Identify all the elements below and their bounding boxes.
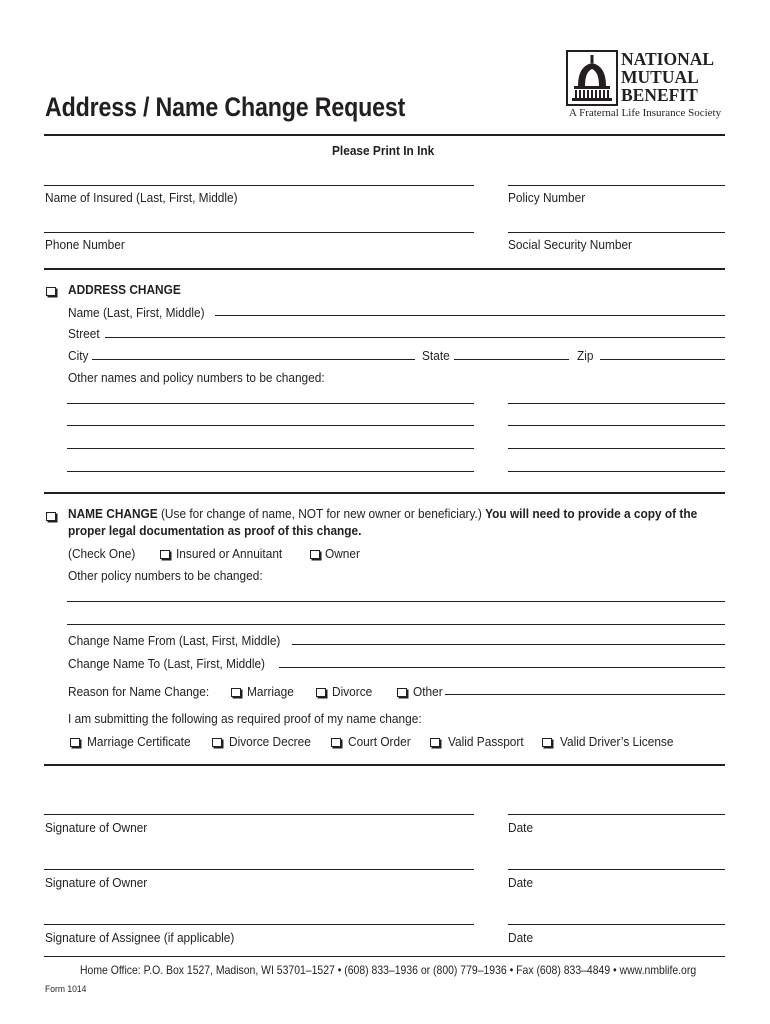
state-field[interactable]: [454, 359, 569, 360]
name-change-heading: NAME CHANGE: [68, 506, 158, 521]
zip-field[interactable]: [600, 359, 725, 360]
other-names-line[interactable]: [67, 448, 474, 449]
owner-signature-field[interactable]: [44, 814, 474, 815]
assignee-signature-label: Signature of Assignee (if applicable): [45, 930, 235, 945]
proof-divorce-label: Divorce Decree: [229, 734, 311, 749]
other-policy-line[interactable]: [508, 471, 725, 472]
proof-passport-checkbox[interactable]: [430, 738, 440, 747]
policy-number-label: Policy Number: [508, 190, 586, 205]
owner-signature-label-2: Signature of Owner: [45, 875, 148, 890]
reason-marriage-label: Marriage: [247, 684, 294, 699]
change-to-label: Change Name To (Last, First, Middle): [68, 656, 266, 671]
street-field[interactable]: [105, 337, 725, 338]
owner-signature-label: Signature of Owner: [45, 820, 148, 835]
form-number: Form 1014: [45, 984, 87, 995]
insured-name-field[interactable]: [44, 185, 474, 186]
reason-other-label: Other: [413, 684, 443, 699]
other-names-line[interactable]: [67, 471, 474, 472]
proof-label: I am submitting the following as required proof of my name change:: [68, 711, 422, 726]
name-change-checkbox[interactable]: [46, 512, 56, 521]
other-policy-line[interactable]: [508, 448, 725, 449]
owner-signature-field-2[interactable]: [44, 869, 474, 870]
insured-annuitant-label: Insured or Annuitant: [176, 546, 283, 561]
date-label: Date: [508, 820, 534, 835]
owner-checkbox[interactable]: [310, 550, 320, 559]
date-field-2[interactable]: [508, 869, 725, 870]
insured-name-label: Name of Insured (Last, First, Middle): [45, 190, 238, 205]
phone-number-field[interactable]: [44, 232, 474, 233]
reason-label: Reason for Name Change:: [68, 684, 210, 699]
address-name-field[interactable]: [215, 315, 725, 316]
change-to-field[interactable]: [279, 667, 725, 668]
check-one-label: (Check One): [68, 546, 136, 561]
print-instructions: Please Print In Ink: [332, 143, 435, 158]
proof-divorce-checkbox[interactable]: [212, 738, 222, 747]
proof-license-label: Valid Driver’s License: [560, 734, 674, 749]
proof-marriage-label: Marriage Certificate: [87, 734, 191, 749]
address-name-label: Name (Last, First, Middle): [68, 305, 205, 320]
date-field[interactable]: [508, 814, 725, 815]
other-policy-label: Other policy numbers to be changed:: [68, 568, 263, 583]
footer-rule: [44, 956, 725, 957]
other-names-line[interactable]: [67, 403, 474, 404]
street-label: Street: [68, 326, 100, 341]
name-change-warning-cont: proper legal documentation as proof of this change.: [68, 523, 362, 538]
ssn-label: Social Security Number: [508, 237, 633, 252]
proof-court-checkbox[interactable]: [331, 738, 341, 747]
home-office-address: Home Office: P.O. Box 1527, Madison, WI 53701–1527 • (608) 833–1936 or (800) 779–1936 • Fax (608) 833–4849 • www.nmblife.org: [80, 964, 697, 977]
other-names-label: Other names and policy numbers to be changed:: [68, 370, 325, 385]
insured-annuitant-checkbox[interactable]: [160, 550, 170, 559]
logo-text-national: NATIONAL: [621, 49, 715, 69]
name-change-note: (Use for change of name, NOT for new owner or beneficiary.): [160, 506, 482, 521]
city-label: City: [68, 348, 89, 363]
change-from-label: Change Name From (Last, First, Middle): [68, 633, 281, 648]
reason-divorce-checkbox[interactable]: [316, 688, 326, 697]
capitol-dome-icon: [566, 50, 618, 106]
section-divider: [44, 492, 725, 494]
owner-label: Owner: [325, 546, 360, 561]
proof-court-label: Court Order: [348, 734, 411, 749]
logo-text-mutual: MUTUAL: [621, 67, 699, 87]
address-change-checkbox[interactable]: [46, 287, 56, 296]
section-divider: [44, 764, 725, 766]
other-policy-numbers-line[interactable]: [67, 624, 725, 625]
reason-divorce-label: Divorce: [332, 684, 373, 699]
policy-number-field[interactable]: [508, 185, 725, 186]
date-label-3: Date: [508, 930, 534, 945]
address-change-heading: ADDRESS CHANGE: [68, 282, 181, 297]
company-logo: [566, 50, 726, 122]
other-policy-line[interactable]: [508, 403, 725, 404]
city-field[interactable]: [92, 359, 415, 360]
page-title: Address / Name Change Request: [45, 92, 406, 122]
ssn-field[interactable]: [508, 232, 725, 233]
date-field-3[interactable]: [508, 924, 725, 925]
section-divider: [44, 268, 725, 270]
other-names-line[interactable]: [67, 425, 474, 426]
name-change-intro: [68, 506, 697, 522]
date-label-2: Date: [508, 875, 534, 890]
proof-license-checkbox[interactable]: [542, 738, 552, 747]
logo-tagline: A Fraternal Life Insurance Society: [569, 107, 722, 119]
logo-text-benefit: BENEFIT: [621, 85, 698, 105]
assignee-signature-field[interactable]: [44, 924, 474, 925]
phone-number-label: Phone Number: [45, 237, 125, 252]
state-label: State: [422, 348, 450, 363]
other-policy-line[interactable]: [508, 425, 725, 426]
other-policy-numbers-line[interactable]: [67, 601, 725, 602]
reason-marriage-checkbox[interactable]: [231, 688, 241, 697]
name-change-warning: You will need to provide a copy of the: [485, 506, 698, 521]
reason-other-field[interactable]: [445, 694, 725, 695]
proof-marriage-checkbox[interactable]: [70, 738, 80, 747]
zip-label: Zip: [577, 348, 594, 363]
change-from-field[interactable]: [292, 644, 725, 645]
reason-other-checkbox[interactable]: [397, 688, 407, 697]
proof-passport-label: Valid Passport: [448, 734, 524, 749]
header-rule: [44, 134, 725, 136]
